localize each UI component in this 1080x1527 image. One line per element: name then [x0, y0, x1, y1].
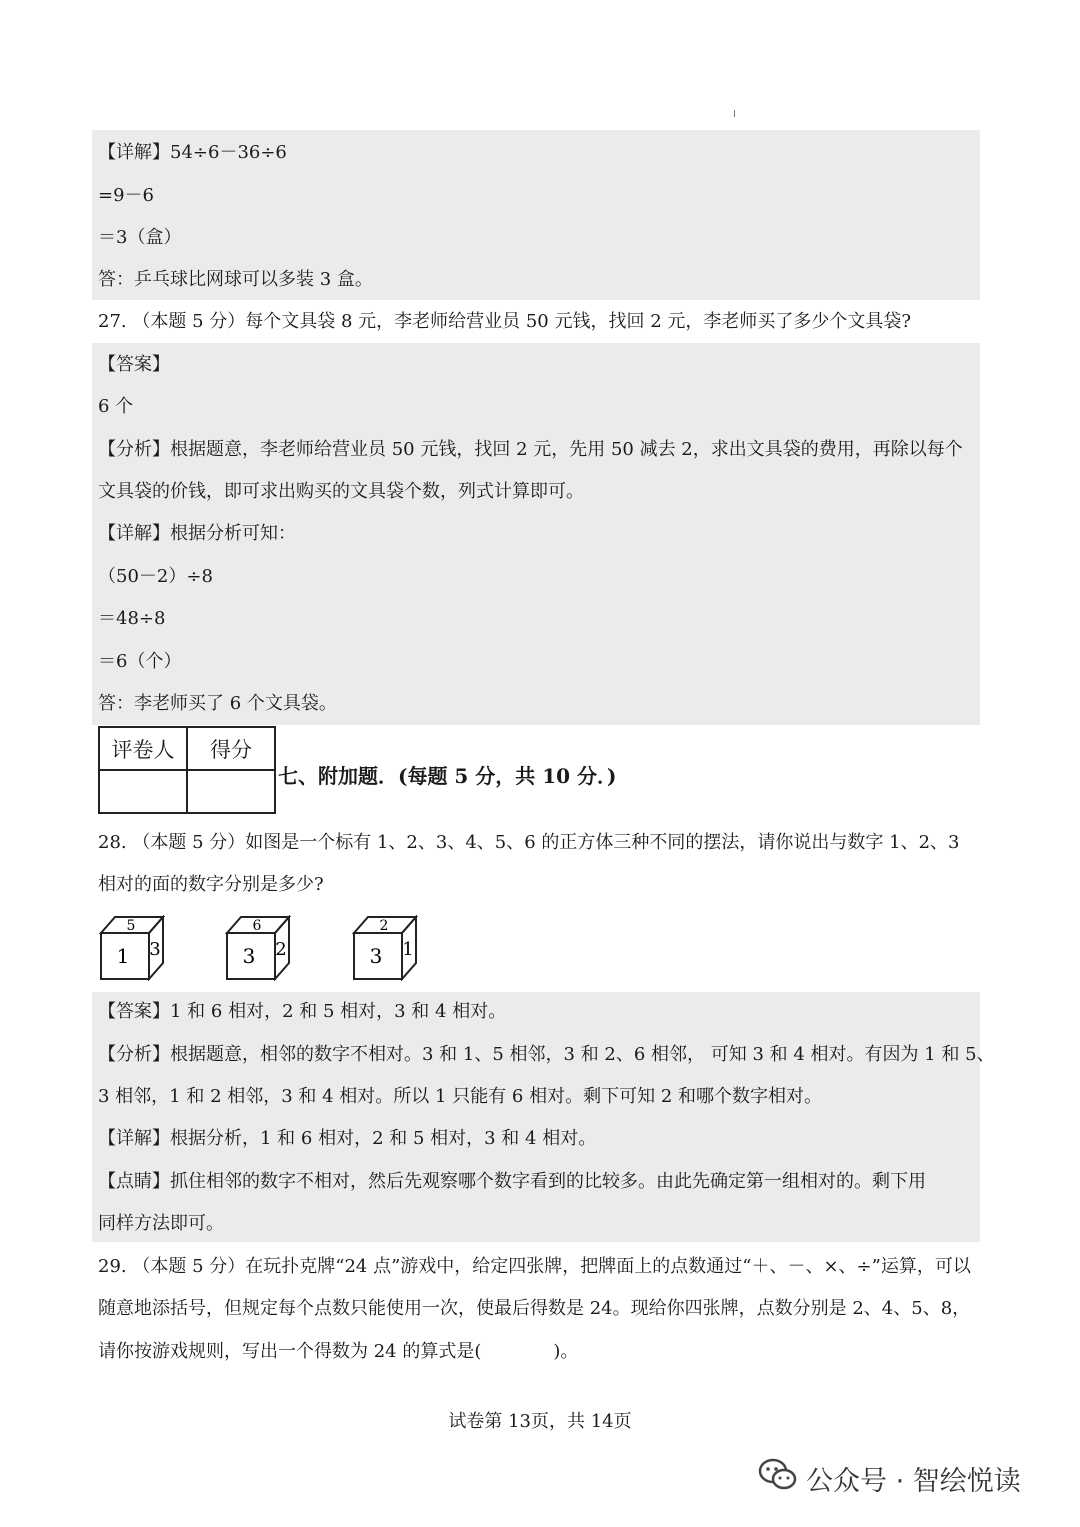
cube-1-side: 3	[149, 939, 161, 960]
q28-analysis-line2: 3 相邻，1 和 2 相邻，3 和 4 相对。所以 1 只能有 6 相对。剩下可知 2 和哪个数字相对。	[98, 1086, 822, 1107]
score-cell	[187, 770, 275, 813]
page-footer: 试卷第 13页，共 14页	[448, 1411, 632, 1432]
q27-analysis-line2: 文具袋的价钱，即可求出购买的文具袋个数，列式计算即可。	[98, 481, 584, 502]
reviewer-header: 评卷人	[99, 727, 187, 770]
watermark-text: 公众号 · 智绘悦读	[806, 1466, 1021, 1497]
q28-answer: 【答案】1 和 6 相对，2 和 5 相对，3 和 4 相对。	[98, 1001, 507, 1022]
q28-question-line1: 28. （本题 5 分）如图是一个标有 1、2、3、4、5、6 的正方体三种不同的摆法，请你说出与数字 1、2、3	[98, 832, 960, 853]
q26-step1: =9－6	[98, 185, 154, 206]
score-header: 得分	[187, 727, 275, 770]
cube-1-top: 5	[126, 918, 136, 934]
q27-detail: 【详解】根据分析可知：	[98, 523, 296, 544]
q28-tip-line2: 同样方法即可。	[98, 1213, 224, 1234]
q27-answer: 6 个	[98, 396, 134, 417]
reviewer-cell	[99, 770, 187, 813]
q26-step2: ＝3（盒）	[98, 227, 182, 248]
q27-answer-label: 【答案】	[98, 354, 170, 375]
q27-step2: ＝48÷8	[98, 608, 166, 629]
cube-2-top: 6	[252, 918, 262, 934]
q28-tip-line1: 【点睛】抓住相邻的数字不相对，然后先观察哪个数字看到的比较多。由此先确定第一组相对的。剩下用	[98, 1171, 926, 1192]
scan-mark	[734, 110, 735, 117]
watermark	[758, 1458, 1021, 1499]
q27-analysis-line1: 【分析】根据题意，李老师给营业员 50 元钱，找回 2 元，先用 50 减去 2，求出文具袋的费用，再除以每个	[98, 439, 963, 460]
cube-2-front: 3	[242, 944, 256, 968]
cube-figure-1	[99, 915, 165, 985]
q29-line1: 29. （本题 5 分）在玩扑克牌“24 点”游戏中，给定四张牌，把牌面上的点数通过“＋、－、×、÷”运算，可以	[98, 1256, 971, 1277]
q28-detail: 【详解】根据分析，1 和 6 相对，2 和 5 相对，3 和 4 相对。	[98, 1128, 597, 1149]
q27-final-answer: 答：李老师买了 6 个文具袋。	[98, 693, 337, 714]
q28-analysis-line1: 【分析】根据题意，相邻的数字不相对。3 和 1、5 相邻，3 和 2、6 相邻， 可知 3 和 4 相对。有因为 1 和 5、	[98, 1044, 995, 1065]
q27-step1: （50－2）÷8	[98, 566, 213, 587]
cube-2-side: 2	[275, 939, 287, 960]
q26-answer: 答：乒乓球比网球可以多装 3 盒。	[98, 269, 373, 290]
q28-answer-block	[92, 992, 980, 1242]
wechat-icon	[758, 1458, 798, 1499]
q29-line2: 随意地添括号，但规定每个点数只能使用一次，使最后得数是 24。现给你四张牌，点数分别是 2、4、5、8，	[98, 1298, 971, 1319]
cube-3-side: 1	[402, 939, 414, 960]
cube-figure-3	[352, 915, 418, 985]
q27-step3: ＝6（个）	[98, 651, 182, 672]
cube-3-front: 3	[369, 944, 383, 968]
cube-figure-2	[225, 915, 291, 985]
cube-3-top: 2	[379, 918, 389, 934]
q27-question: 27. （本题 5 分）每个文具袋 8 元，李老师给营业员 50 元钱，找回 2 元，李老师买了多少个文具袋?	[98, 311, 912, 332]
q28-question-line2: 相对的面的数字分别是多少?	[98, 874, 324, 895]
cube-1-front: 1	[116, 944, 130, 968]
q26-detail: 【详解】54÷6－36÷6	[98, 142, 287, 163]
section-title: 七、附加题．(每题 5 分，共 10 分．)	[278, 764, 617, 788]
q29-line3: 请你按游戏规则，写出一个得数为 24 的算式是( )。	[98, 1341, 579, 1362]
grader-table	[98, 726, 276, 814]
